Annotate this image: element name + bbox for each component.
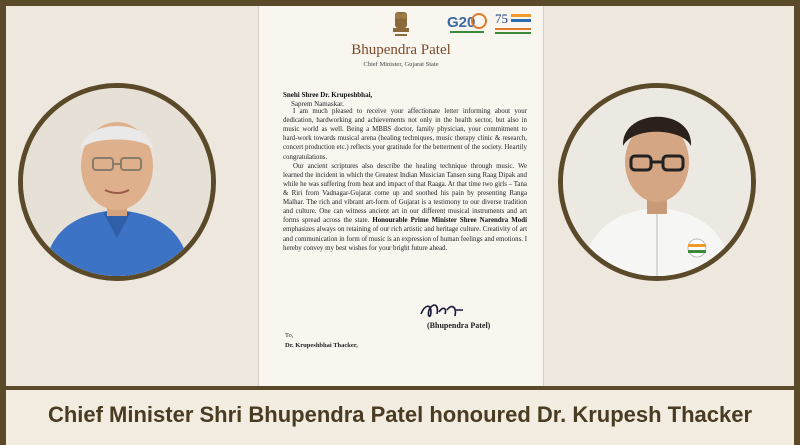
letter-paragraph-2-part-b: emphasizes always on retaining of our rich artistic and heritage culture. Creativity of art and communication in form of music is an expression of human feelings and emotions. I hereby convey my best wishes for your bright future ahead. (283, 226, 527, 252)
letter-signature-name: (Bhupendra Patel) (427, 321, 491, 330)
portrait-man-white-jacket-image (563, 88, 751, 276)
letter-paragraph-2-part-a: Our ancient scriptures also describe the healing technique through music. We learned the incident in which the Greatest Indian Musician Tansen sung Raag Dipak and while he was suffering from heat and impact of that Raaga. At that time two girls – Tana & Riri from Vadnagar-Gujarat come up and soothed his pain by presenting Ranga Malhar. The rich and vibrant art-form of Gujarat is a testimony to our diverse tradition and culture. One can witness ancient art in our different musical instruments and art forms spread across the state. (283, 162, 527, 225)
g20-logo-icon (446, 10, 488, 36)
letter-paragraph-2-bold: Honourable Prime Minister Shree Narendra Modi (372, 217, 527, 225)
svg-text:75: 75 (495, 11, 508, 26)
letter-paragraph-1: I am much pleased to receive your affectionate letter informing about your dedication, hardworking and achievements not only in the health sector, but also in music world as well. Being a MBBS doctor, family physician, your commitment to hard-work towards musical arena (healing techniques, music therapy clinic & research, concert production etc.) reflects your gratitude for the betterment of the society. Heartily congratulations. (283, 108, 527, 161)
portrait-man-blue-shirt-image (23, 88, 211, 276)
letter-paragraph-2 (283, 162, 527, 253)
svg-text:G20: G20 (447, 14, 476, 31)
letter-recipient-name: Dr. Krupeshbhai Thacker, (285, 342, 358, 349)
letter-greeting: Saprem Namaskar. (291, 100, 344, 108)
azadi-ka-amrit-mahotsav-logo-icon (491, 10, 535, 38)
letter-body (283, 107, 527, 253)
letter-sender-name: Bhupendra Patel (351, 42, 451, 58)
letter-document (258, 6, 544, 386)
caption-banner (0, 386, 800, 445)
caption-text: Chief Minister Shri Bhupendra Patel honoured Dr. Krupesh Thacker (47, 402, 753, 427)
handwritten-signature-image (417, 300, 467, 322)
letter-sender-role: Chief Minister, Gujarat State (363, 61, 439, 68)
national-emblem-icon (389, 8, 413, 40)
letter-salutation: Snehi Shree Dr. Krupeshbhai, (283, 91, 373, 99)
portrait-bhupendra-patel (18, 83, 216, 281)
letter-to-label: To, (285, 332, 294, 339)
portrait-krupesh-thacker (558, 83, 756, 281)
frame-right-border (794, 0, 800, 445)
